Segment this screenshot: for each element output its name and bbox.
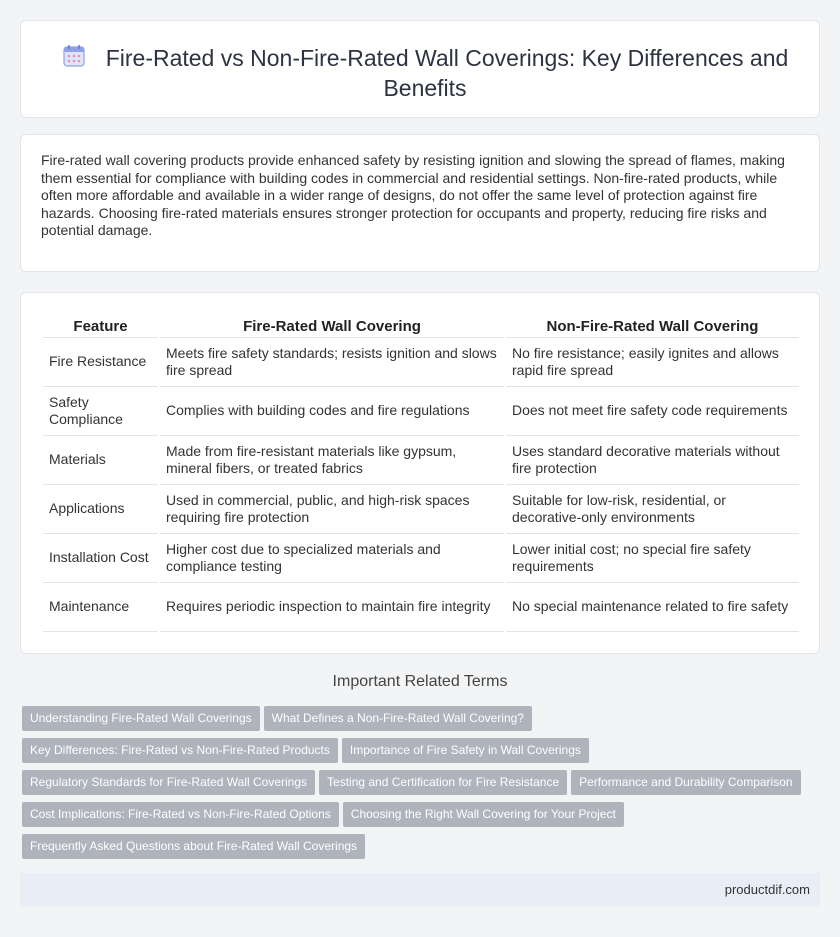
intro-paragraph: Fire-rated wall covering products provide enhanced safety by resisting ignition and slowing the spread of flames, making them essential for compliance with building codes in commercial and residential settings. Non-fire-rated products, while often more affordable and available in a wider range of designs, do not offer the same level of protection against fire hazards. Choosing fire-rated materials ensures stronger protection for occupants and property, reducing fire risks and potential damage. [41, 152, 785, 239]
related-term-link[interactable]: Choosing the Right Wall Covering for Your Project [343, 802, 624, 827]
related-term-link[interactable]: Performance and Durability Comparison [571, 770, 800, 795]
table-row [43, 534, 799, 583]
row-fire-rated: Higher cost due to specialized materials and compliance testing [159, 534, 505, 583]
header-non-fire-rated: Non-Fire-Rated Wall Covering [505, 315, 799, 338]
comparison-card [20, 292, 820, 654]
row-feature: Installation Cost [43, 534, 159, 583]
related-term-link[interactable]: Frequently Asked Questions about Fire-Rated Wall Coverings [22, 834, 365, 859]
related-term-link[interactable]: What Defines a Non-Fire-Rated Wall Covering? [264, 706, 532, 731]
row-non-fire-rated: Lower initial cost; no special fire safety requirements [505, 534, 799, 583]
row-feature: Materials [43, 436, 159, 485]
page-title: Fire-Rated vs Non-Fire-Rated Wall Coverings: Key Differences and Benefits [105, 45, 789, 101]
row-fire-rated: Used in commercial, public, and high-risk spaces requiring fire protection [159, 485, 505, 534]
footer-site-link[interactable]: productdif.com [724, 882, 810, 897]
row-feature: Safety Compliance [43, 387, 159, 436]
header-feature: Feature [43, 315, 159, 338]
related-term-link[interactable]: Cost Implications: Fire-Rated vs Non-Fire-Rated Options [22, 802, 339, 827]
table-header-row [43, 315, 799, 338]
table-row [43, 436, 799, 485]
page-title-wrap [51, 43, 799, 103]
related-term-link[interactable]: Understanding Fire-Rated Wall Coverings [22, 706, 260, 731]
table-row [43, 583, 799, 632]
table-row [43, 387, 799, 436]
row-non-fire-rated: Suitable for low-risk, residential, or decorative-only environments [505, 485, 799, 534]
row-non-fire-rated: Does not meet fire safety code requirements [505, 387, 799, 436]
comparison-table [43, 315, 799, 632]
row-non-fire-rated: Uses standard decorative materials without fire protection [505, 436, 799, 485]
footer [20, 873, 820, 907]
header-fire-rated: Fire-Rated Wall Covering [159, 315, 505, 338]
row-feature: Applications [43, 485, 159, 534]
header-card [20, 20, 820, 118]
table-row [43, 338, 799, 387]
related-term-link[interactable]: Importance of Fire Safety in Wall Coverings [342, 738, 589, 763]
related-term-link[interactable]: Regulatory Standards for Fire-Rated Wall Coverings [22, 770, 315, 795]
row-non-fire-rated: No special maintenance related to fire safety [505, 583, 799, 632]
row-fire-rated: Requires periodic inspection to maintain fire integrity [159, 583, 505, 632]
row-feature: Fire Resistance [43, 338, 159, 387]
related-term-link[interactable]: Key Differences: Fire-Rated vs Non-Fire-Rated Products [22, 738, 338, 763]
row-fire-rated: Made from fire-resistant materials like gypsum, mineral fibers, or treated fabrics [159, 436, 505, 485]
related-term-link[interactable]: Testing and Certification for Fire Resistance [319, 770, 567, 795]
table-row [43, 485, 799, 534]
calendar-icon [62, 44, 86, 68]
row-feature: Maintenance [43, 583, 159, 632]
row-non-fire-rated: No fire resistance; easily ignites and allows rapid fire spread [505, 338, 799, 387]
related-terms-title: Important Related Terms [332, 673, 508, 690]
intro-card [20, 134, 820, 272]
row-fire-rated: Meets fire safety standards; resists ignition and slows fire spread [159, 338, 505, 387]
related-terms-list [22, 706, 822, 866]
row-fire-rated: Complies with building codes and fire regulations [159, 387, 505, 436]
